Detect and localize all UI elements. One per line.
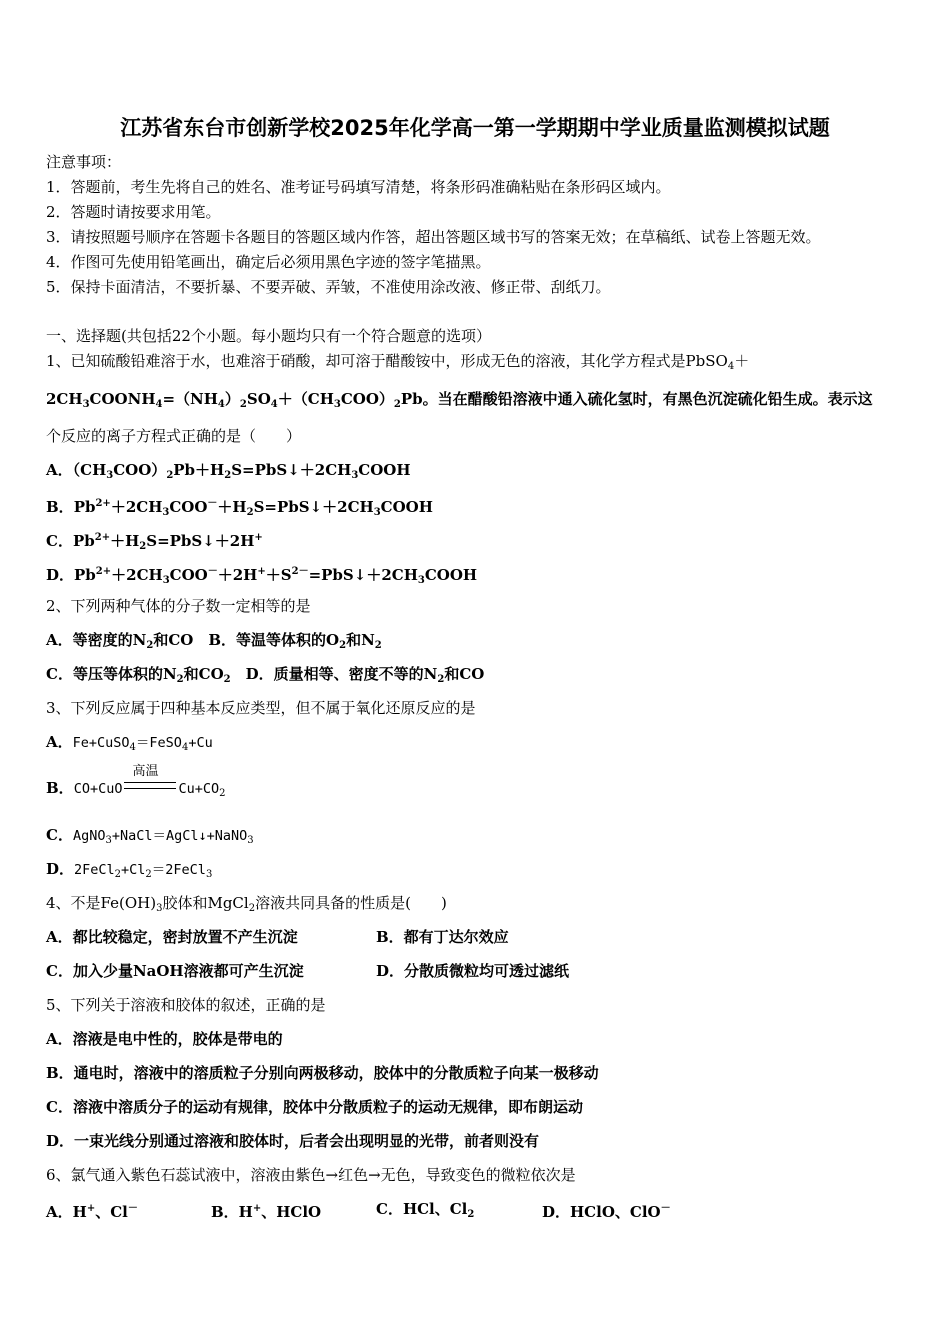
q1-option-a[interactable]: A．$(CH_3COO)_2Pb+H_2S=PbS↓+2CH_3COOH$ bbox=[46, 461, 411, 481]
q3-option-a[interactable]: A．Fe+CuSO$_4$＝FeSO$_4$+Cu bbox=[46, 733, 213, 753]
notice-heading: 注意事项： bbox=[46, 153, 122, 171]
q3-stem: 3、下列反应属于四种基本反应类型，但不属于氧化还原反应的是 bbox=[46, 699, 476, 717]
q6-option-b[interactable]: B．H+、HClO bbox=[211, 1203, 322, 1221]
notice-item-5: 5．保持卡面清洁，不要折暴、不要弄破、弄皱，不准使用涂改液、修正带、刮纸刀。 bbox=[46, 278, 611, 296]
page-title: 江苏省东台市创新学校2025年化学高一第一学期期中学业质量监测模拟试题 bbox=[120, 116, 830, 140]
reaction-condition: 高温 bbox=[124, 778, 176, 798]
q6-stem: 6、氯气通入紫色石蕊试液中，溶液由紫色→红色→无色，导致变色的微粒依次是 bbox=[46, 1166, 576, 1184]
q1-option-c[interactable]: C．$Pb^{2+}+H_2S=PbS↓+2H^+$ bbox=[46, 532, 263, 552]
q4-stem: 4、不是$Fe(OH)_3$胶体和MgCl$_2$溶液共同具备的性质是( ) bbox=[46, 894, 447, 914]
q3-option-d[interactable]: D．$2FeCl_2+Cl_2=2FeCl_3$ bbox=[46, 860, 213, 880]
q1-stem-line3: 个反应的离子方程式正确的是（ ） bbox=[46, 427, 302, 445]
notice-item-1: 1．答题前，考生先将自己的姓名、准考证号码填写清楚，将条形码准确粘贴在条形码区域内。 bbox=[46, 178, 671, 196]
q5-stem: 5、下列关于溶液和胶体的叙述，正确的是 bbox=[46, 996, 326, 1014]
q1-stem-line1: 1、已知硫酸铅难溶于水，也难溶于硝酸，却可溶于醋酸铵中，形成无色的溶液，其化学方程式是PbSO$_4$＋ bbox=[46, 352, 750, 372]
q2-stem: 2、下列两种气体的分子数一定相等的是 bbox=[46, 597, 311, 615]
q5-option-c[interactable]: C．溶液中溶质分子的运动有规律，胶体中分散质粒子的运动无规律，即布朗运动 bbox=[46, 1098, 583, 1116]
q2-options-cd[interactable]: C．等压等体积的$N_2$和$CO_2$ D．质量相等、密度不等的$N_2$和CO bbox=[46, 665, 485, 685]
section-heading: 一、选择题(共包括22个小题。每小题均只有一个符合题意的选项） bbox=[46, 327, 491, 345]
q3-option-b[interactable]: B．CO+CuO 高温 $Cu+CO_2$ bbox=[46, 764, 226, 799]
q1-stem-line2: $2CH_3COONH_4=(NH_4)_2SO_4+(CH_3COO)_2Pb$。当在醋酸铅溶液中通入硫化氢时，有黑色沉淀硫化铅生成。表示这 bbox=[46, 390, 873, 410]
q5-option-d[interactable]: D．一束光线分别通过溶液和胶体时，后者会出现明显的光带，前者则没有 bbox=[46, 1132, 540, 1150]
q4-option-d[interactable]: D．分散质微粒均可透过滤纸 bbox=[376, 962, 570, 980]
q6-option-a[interactable]: A．H+、Cl－ bbox=[46, 1203, 138, 1221]
q1-option-d[interactable]: D．$Pb^{2+}+2CH_3COO^-+2H^++S^{2-}=PbS↓+2CH_3COOH$ bbox=[46, 566, 478, 586]
notice-item-4: 4．作图可先使用铅笔画出，确定后必须用黑色字迹的签字笔描黑。 bbox=[46, 253, 491, 271]
notice-item-2: 2．答题时请按要求用笔。 bbox=[46, 203, 221, 221]
q3-option-c[interactable]: C．AgNO$_3$+NaCl＝AgCl↓+NaNO$_3$ bbox=[46, 826, 254, 846]
q4-option-c[interactable]: C．加入少量NaOH溶液都可产生沉淀 bbox=[46, 962, 304, 980]
notice-item-3: 3．请按照题号顺序在答题卡各题目的答题区域内作答，超出答题区域书写的答案无效；在草稿纸、试卷上答题无效。 bbox=[46, 228, 821, 246]
q4-option-b[interactable]: B．都有丁达尔效应 bbox=[376, 928, 509, 946]
q2-options-ab[interactable]: A．等密度的$N_2$和CO B．等温等体积的$O_2$和$N_2$ bbox=[46, 631, 382, 651]
q5-option-a[interactable]: A．溶液是电中性的，胶体是带电的 bbox=[46, 1030, 283, 1048]
q6-option-d[interactable]: D．HClO、ClO－ bbox=[542, 1203, 671, 1221]
q5-option-b[interactable]: B．通电时，溶液中的溶质粒子分别向两极移动，胶体中的分散质粒子向某一极移动 bbox=[46, 1064, 599, 1082]
q1-option-b[interactable]: B．$Pb^{2+}+2CH_3COO^-+H_2S=PbS↓+2CH_3COOH$ bbox=[46, 498, 433, 518]
q4-option-a[interactable]: A．都比较稳定，密封放置不产生沉淀 bbox=[46, 928, 298, 946]
q6-option-c[interactable]: C．HCl、$Cl_2$ bbox=[376, 1200, 475, 1220]
